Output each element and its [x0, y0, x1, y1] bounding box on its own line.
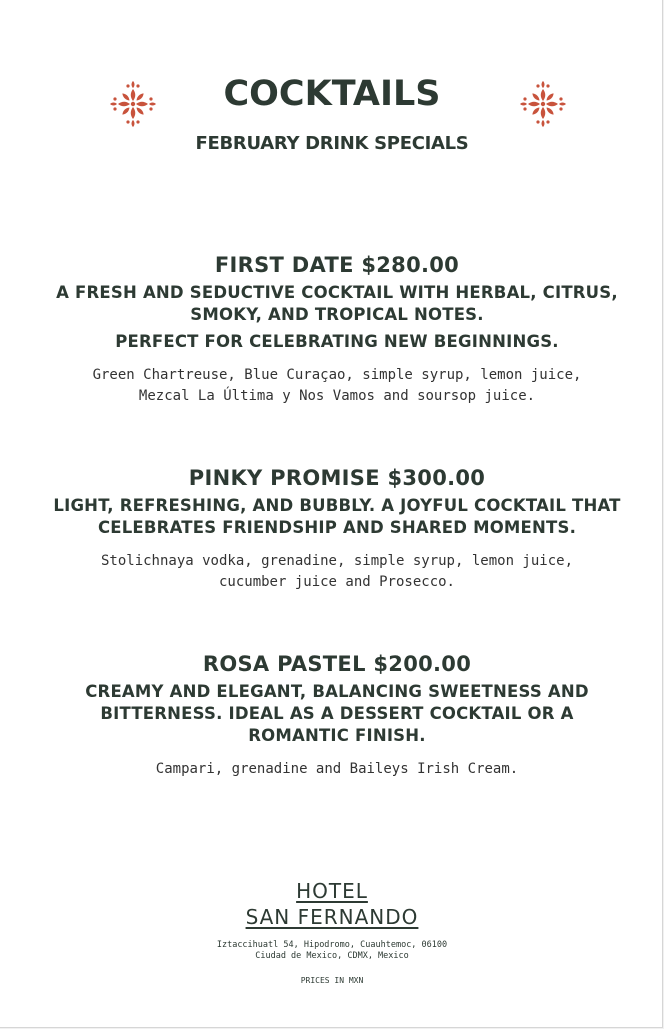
drink-description: A FRESH AND SEDUCTIVE COCKTAIL WITH HERBAL, CITRUS, SMOKY, AND TROPICAL NOTES. [56, 283, 618, 324]
address-line: Ciudad de Mexico, CDMX, Mexico [255, 951, 409, 961]
drink-item-first-date [50, 252, 624, 406]
page-subtitle: FEBRUARY DRINK SPECIALS [195, 133, 469, 154]
hotel-address [0, 940, 664, 962]
drink-item-pinky-promise [50, 465, 624, 592]
logo-line-name: SAN FERNANDO [245, 905, 419, 929]
drink-ingredients: Stolichnaya vodka, grenadine, simple syrup, lemon juice, cucumber juice and Prosecco. [100, 553, 573, 590]
drink-tagline: PERFECT FOR CELEBRATING NEW BEGINNINGS. [115, 332, 559, 351]
drink-name: FIRST DATE $280.00 [214, 253, 460, 277]
page-title: COCKTAILS [223, 74, 441, 114]
drink-name: ROSA PASTEL $200.00 [202, 652, 472, 676]
drink-item-rosa-pastel [50, 651, 624, 780]
address-line: Iztaccihuatl 54, Hipodromo, Cuauhtemoc, 06100 [216, 940, 448, 950]
drink-description: LIGHT, REFRESHING, AND BUBBLY. A JOYFUL COCKTAIL THAT CELEBRATES FRIENDSHIP AND SHARED MOMENTS. [53, 496, 621, 537]
prices-note: PRICES IN MXN [300, 976, 364, 985]
drink-name: PINKY PROMISE $300.00 [188, 466, 486, 490]
drink-ingredients: Green Chartreuse, Blue Curaçao, simple syrup, lemon juice, Mezcal La Última y Nos Vamos and soursop juice. [92, 367, 582, 404]
hotel-logo [0, 878, 664, 930]
drink-ingredients: Campari, grenadine and Baileys Irish Cream. [155, 761, 519, 777]
drink-description: CREAMY AND ELEGANT, BALANCING SWEETNESS AND BITTERNESS. IDEAL AS A DESSERT COCKTAIL OR A ROMANTIC FINISH. [85, 682, 589, 745]
logo-line-hotel: HOTEL [296, 879, 368, 903]
